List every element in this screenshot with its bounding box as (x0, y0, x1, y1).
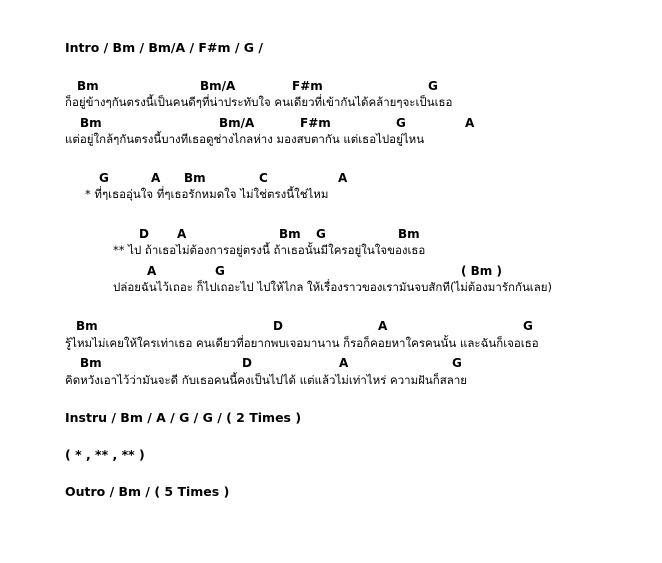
chord: A (151, 171, 161, 185)
chord: Bm (279, 227, 301, 241)
chord: A (147, 264, 157, 278)
chord: Bm (77, 79, 99, 93)
chorus1-chords (0, 171, 662, 187)
verse1-lyric-1: ก็อยู่ข้างๆกันตรงนี้เป็นคนดีๆที่น่าประทับใจ คนเดียวที่เข้ากันได้คล้ายๆจะเป็นเธอ (65, 95, 453, 109)
repeat-line: ( * , ** , ** ) (65, 447, 145, 462)
intro-line: Intro / Bm / Bm/A / F#m / G / (65, 40, 263, 55)
chord: Bm/A (219, 116, 255, 130)
chord: D (273, 319, 283, 333)
verse2-chords-2 (0, 356, 662, 372)
chord: Bm (80, 116, 102, 130)
verse1-lyric-2: แต่อยู่ใกล้ๆกันตรงนี้บางทีเธอดูช่างไกลห่าง มองสบตากัน แต่เธอไปอยู่ไหน (65, 132, 425, 146)
instru-line: Instru / Bm / A / G / G / ( 2 Times ) (65, 410, 302, 425)
chord: A (465, 116, 475, 130)
chord: C (259, 171, 268, 185)
chord: G (215, 264, 225, 278)
chord: ( Bm ) (461, 264, 502, 278)
chorus2-lyric-2: ปล่อยฉันไว้เถอะ ก็ไปเถอะไป ไปให้ไกล ให้เรื่องราวของเรามันจบสักที(ไม่ต้องมารักกันเลย) (113, 280, 553, 294)
verse1-chords-1 (0, 79, 662, 95)
chord: A (338, 171, 348, 185)
chord: G (316, 227, 326, 241)
chord: G (428, 79, 438, 93)
chorus2-chords-2 (0, 264, 662, 280)
chord: G (396, 116, 406, 130)
chord: A (339, 356, 349, 370)
verse2-lyric-1: รู้ไหมไม่เคยให้ใครเท่าเธอ คนเดียวที่อยากพบเจอมานาน ก็รอก็คอยหาใครคนนั้น และฉันก็เจอเธอ (65, 336, 539, 350)
chord: Bm (184, 171, 206, 185)
chord: D (139, 227, 149, 241)
chord: Bm (398, 227, 420, 241)
chord: G (99, 171, 109, 185)
verse1-chords-2 (0, 116, 662, 132)
verse2-lyric-2: คิดหวังเอาไว้ว่ามันจะดี กับเธอคนนี้คงเป็นไปได้ แต่แล้วไม่เท่าไหร่ ความฝันก็สลาย (65, 373, 468, 387)
chord: Bm (80, 356, 102, 370)
chord: F#m (292, 79, 323, 93)
chord: G (523, 319, 533, 333)
chorus2-chords-1 (0, 227, 662, 243)
chorus2-lyric-1: ** ไป ถ้าเธอไม่ต้องการอยู่ตรงนี้ ถ้าเธอนั้นมีใครอยู่ในใจของเธอ (113, 243, 426, 257)
verse2-chords-1 (0, 319, 662, 335)
outro-line: Outro / Bm / ( 5 Times ) (65, 484, 230, 499)
chord: G (452, 356, 462, 370)
chord: Bm (76, 319, 98, 333)
chord: A (177, 227, 187, 241)
chorus1-lyric: * ที่ๆเธออุ่นใจ ที่ๆเธอรักหมดใจ ไม่ใช่ตรงนี้ใช่ไหม (85, 187, 329, 201)
chord: D (242, 356, 252, 370)
chord: F#m (300, 116, 331, 130)
chord: Bm/A (200, 79, 236, 93)
chord: A (378, 319, 388, 333)
